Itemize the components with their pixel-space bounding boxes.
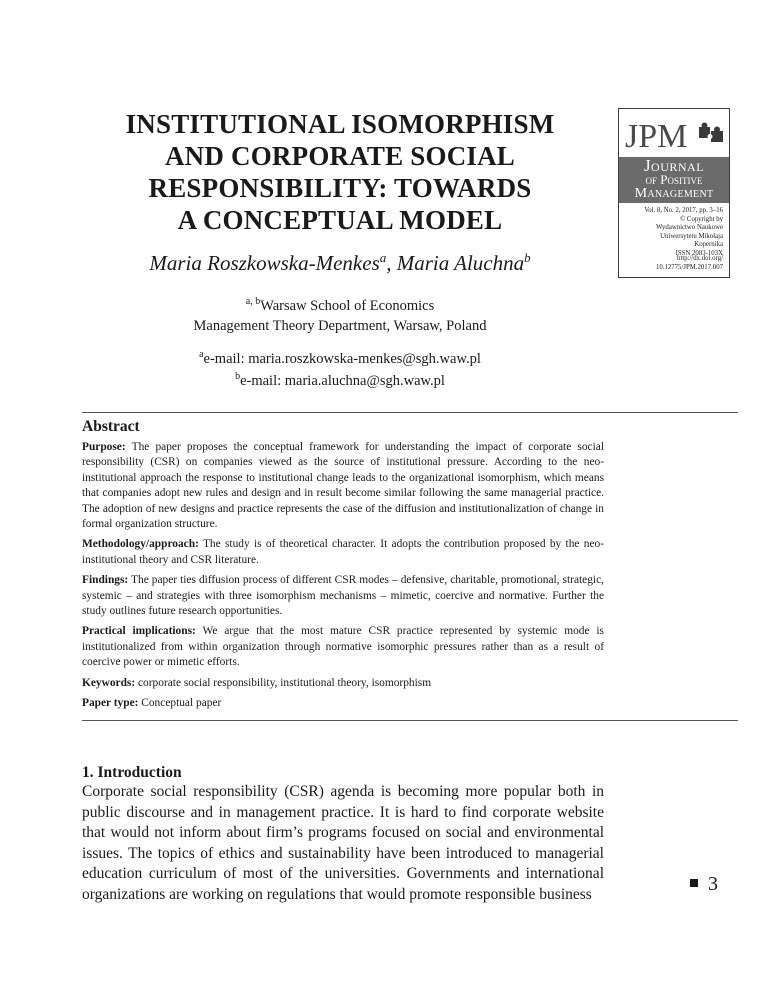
title-line: A CONCEPTUAL MODEL bbox=[177, 205, 503, 235]
author-name: Maria Roszkowska-Menkes bbox=[149, 251, 380, 275]
affiliation-line: Management Theory Department, Warsaw, Poland bbox=[193, 317, 487, 334]
journal-logo bbox=[619, 109, 729, 157]
journal-name-line: of Positive bbox=[645, 172, 703, 187]
abstract-heading: Abstract bbox=[82, 418, 140, 435]
abstract-paper-type bbox=[82, 696, 604, 711]
affiliation-sup: a, b bbox=[245, 296, 261, 307]
section-label: Keywords: bbox=[82, 676, 136, 689]
email-sup: b bbox=[235, 370, 241, 382]
author-list bbox=[110, 250, 570, 276]
abstract-methodology bbox=[82, 537, 604, 568]
section-text: The study is of theoretical character. It adopts the contribution proposed by the neo-institutional theory and CSR literature. bbox=[82, 538, 604, 566]
affiliation-line: Warsaw School of Economics bbox=[260, 297, 435, 314]
info-line: © Copyright by bbox=[680, 215, 723, 223]
introduction-paragraph: Corporate social responsibility (CSR) agenda is becoming more popular both in public discourse and in management practice. It is hard to find corporate website that would not inform about firm’s programs focused on social and environmental issues. The topics of ethics and sustainability have been introduced to managerial education curriculum of most of the universities. Governments and international organizations are working on regulations that would promote responsible business bbox=[82, 783, 604, 903]
author-name: Maria Aluchna bbox=[396, 251, 525, 275]
section-label: Methodology/approach: bbox=[82, 538, 199, 551]
info-line: Uniwersytetu Mikołaja bbox=[660, 232, 723, 240]
section-text: The paper ties diffusion process of different CSR modes – defensive, charitable, promotional, strategic, systemic – and strategies with three isomorphism mechanisms – mimetic, coercive and normative. Further the study outlines future research opportunities. bbox=[82, 574, 604, 618]
section-text: The paper proposes the conceptual framework for understanding the impact of corporate social responsibility (CSR) on companies viewed as the source of institutional pressure. According to the neo-institutional approach the response to institutional change leads to the organizational isomorphism, which means that companies adopt new rules and design and in result become similar following the same managerial practice. The adoption of new designs and practice represents the case of the diffusion and institutionalization of change in formal organization structure. bbox=[82, 441, 604, 531]
abstract-bottom-rule bbox=[82, 720, 738, 721]
author-separator: , bbox=[386, 251, 397, 275]
page-number-text: 3 bbox=[708, 873, 718, 895]
affiliation bbox=[110, 292, 570, 336]
paper-title bbox=[110, 108, 570, 236]
info-line: Vol. 8, No. 2, 2017, pp. 3–16 bbox=[644, 207, 723, 214]
journal-name-line: Journal bbox=[643, 156, 705, 175]
section-label: Paper type: bbox=[82, 697, 139, 710]
section-text: corporate social responsibility, institutional theory, isomorphism bbox=[135, 676, 432, 689]
doi-line[interactable]: 10.12775/JPM.2017.007 bbox=[655, 263, 723, 271]
abstract-implications bbox=[82, 624, 604, 670]
abstract-findings bbox=[82, 573, 604, 619]
doi-line[interactable]: http://dx.doi.org/ bbox=[677, 255, 723, 262]
page-number bbox=[690, 873, 718, 896]
puzzle-icon bbox=[699, 123, 723, 143]
introduction-body bbox=[82, 782, 604, 906]
journal-name-band bbox=[619, 157, 729, 203]
introduction-heading: 1. Introduction bbox=[82, 764, 182, 781]
info-line: ISSN 2083-103X bbox=[675, 249, 723, 257]
title-line: INSTITUTIONAL ISOMORPHISM bbox=[125, 109, 555, 139]
info-line: Wydawnictwo Naukowe bbox=[656, 224, 723, 232]
section-text: We argue that the most mature CSR practice represented by systemic mode is institutionalized from within organization through normative isomorphic pressures rather than as a result of coercive power or mimetic efforts. bbox=[82, 625, 604, 669]
logo-text: JPM bbox=[625, 118, 688, 155]
journal-info bbox=[623, 207, 723, 259]
section-label: Purpose: bbox=[82, 441, 126, 453]
title-line: AND CORPORATE SOCIAL bbox=[164, 141, 516, 171]
abstract-top-rule bbox=[82, 412, 738, 413]
author-sup: a bbox=[379, 250, 387, 265]
section-label: Practical implications: bbox=[82, 625, 196, 638]
journal-name-line: Management bbox=[634, 186, 714, 201]
title-line: RESPONSIBILITY: TOWARDS bbox=[148, 173, 532, 203]
email-link[interactable]: e-mail: maria.roszkowska-menkes@sgh.waw.pl bbox=[203, 350, 481, 367]
abstract-keywords bbox=[82, 676, 604, 691]
journal-badge bbox=[618, 108, 730, 278]
email-list bbox=[110, 346, 570, 390]
section-text: Conceptual paper bbox=[138, 697, 222, 710]
email-sup: a bbox=[199, 349, 204, 360]
section-label: Findings: bbox=[82, 574, 129, 587]
journal-doi[interactable] bbox=[623, 255, 723, 272]
abstract-purpose bbox=[82, 440, 604, 532]
abstract-body bbox=[82, 440, 604, 717]
author-sup: b bbox=[524, 250, 531, 265]
info-line: Kopernika bbox=[694, 241, 723, 249]
email-link[interactable]: e-mail: maria.aluchna@sgh.waw.pl bbox=[240, 372, 445, 389]
square-bullet-icon bbox=[690, 879, 698, 887]
